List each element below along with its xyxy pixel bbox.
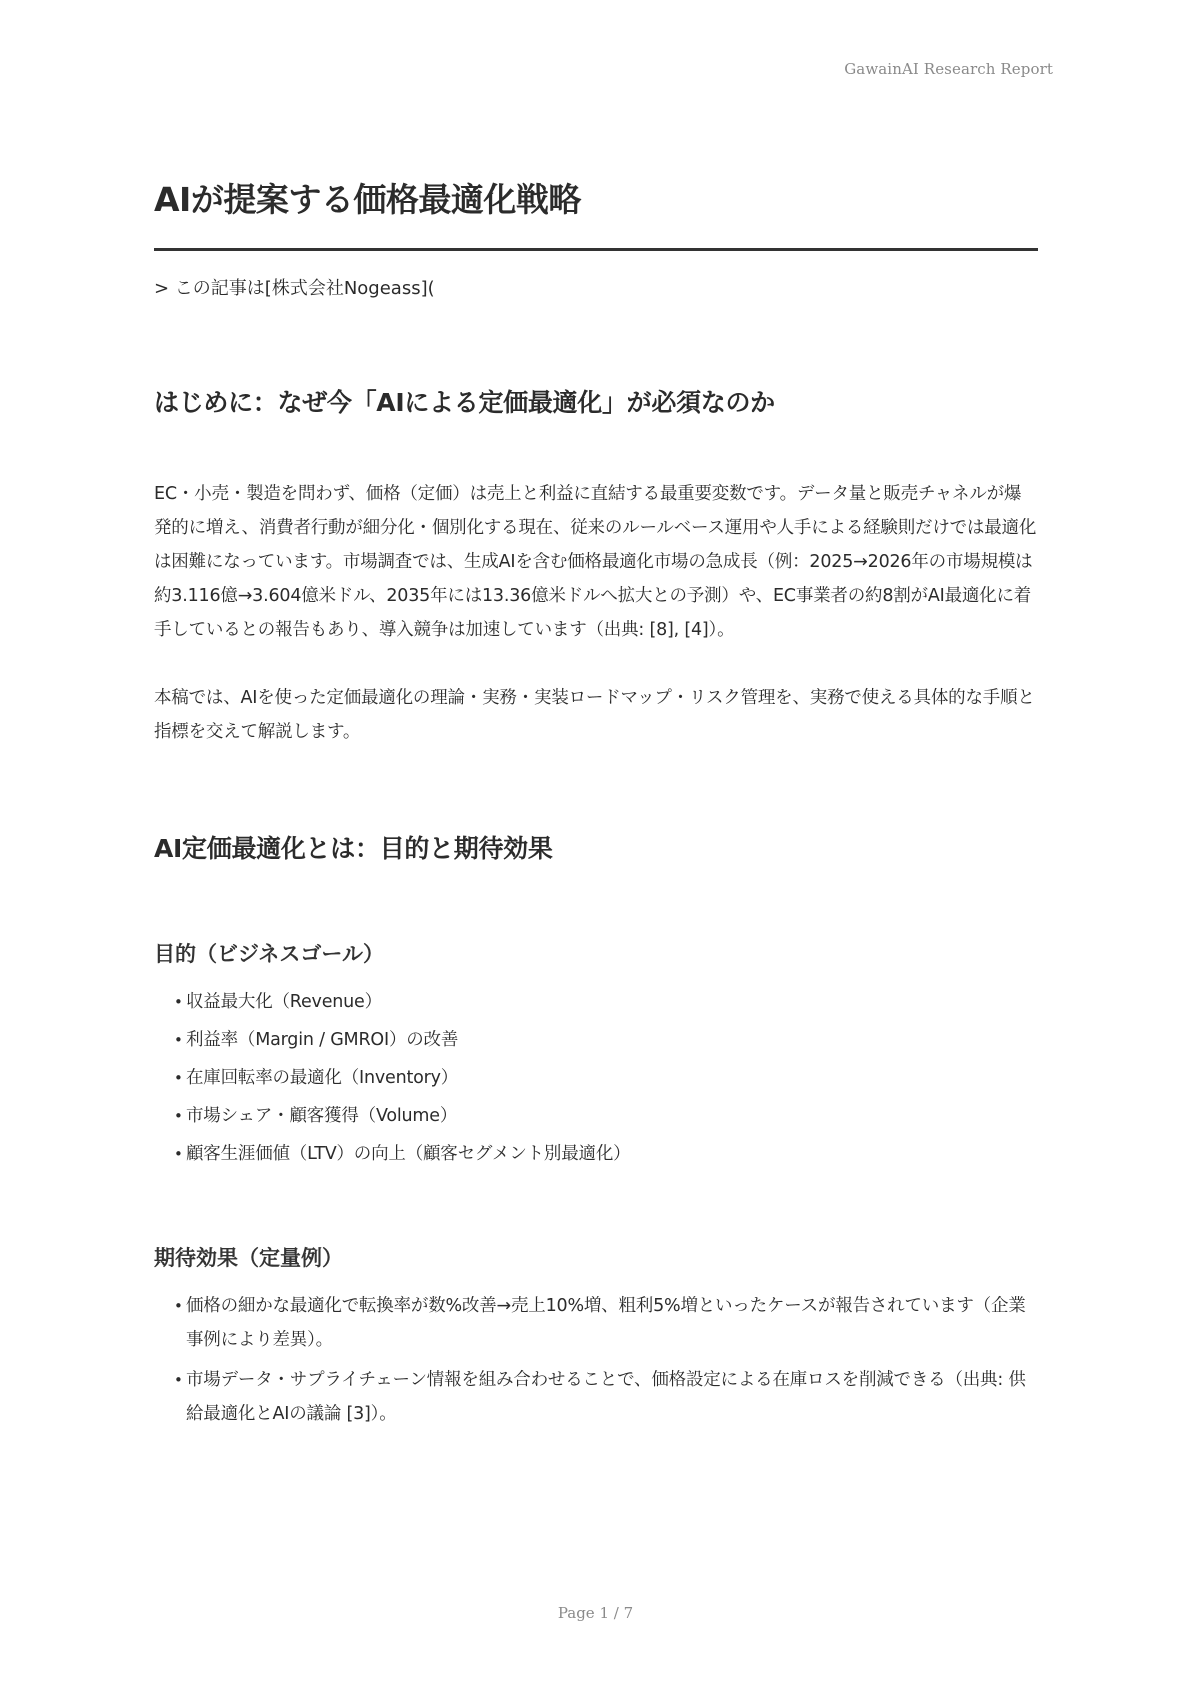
list-item: • 収益最大化（Revenue）: [174, 983, 1038, 1021]
sub-heading-goals: 目的（ビジネスゴール）: [154, 942, 384, 966]
list-item: • 価格の細かな最適化で転換率が数%改善→売上10%増、粗利5%増といったケースが報告されています（企業事例により差異）。: [174, 1289, 1038, 1357]
intro-paragraph-1: EC・小売・製造を問わず、価格（定価）は売上と利益に直結する最重要変数です。データ量と販売チャネルが爆発的に増え、消費者行動が細分化・個別化する現在、従来のルールベース運用や人手による経験則だけでは最適化は困難になっています。市場調査では、生成AIを含む価格最適化市場の急成長（例：2025→2026年の市場規模は約3.116億→3.604億米ドル、2035年には13.36億米ドルへ拡大との予測）や、EC事業者の約8割がAI最適化に着手しているとの報告もあり、導入競争は加速しています（出典: [8], [4]）。: [154, 484, 1037, 640]
document-title: AIが提案する価格最適化戦略: [154, 170, 1038, 251]
document-body: [154, 170, 1038, 1437]
effects-list: [154, 1289, 1038, 1431]
intro-paragraph-2: 本稿では、AIを使った定価最適化の理論・実務・実装ロードマップ・リスク管理を、実務で使える具体的な手順と指標を交えて解説します。: [154, 688, 1035, 742]
list-item: • 市場シェア・顧客獲得（Volume）: [174, 1097, 1038, 1135]
list-item: • 利益率（Margin / GMROI）の改善: [174, 1021, 1038, 1059]
goals-list: [154, 983, 1038, 1173]
running-header: GawainAI Research Report: [844, 60, 1053, 78]
sub-heading-expected-effects: 期待効果（定量例）: [154, 1246, 343, 1270]
list-item: • 顧客生涯価値（LTV）の向上（顧客セグメント別最適化）: [174, 1135, 1038, 1173]
list-item: • 市場データ・サプライチェーン情報を組み合わせることで、価格設定による在庫ロスを削減できる（出典: 供給最適化とAIの議論 [3]）。: [174, 1363, 1038, 1431]
section-heading-intro: はじめに：なぜ今「AIによる定価最適化」が必須なのか: [154, 388, 775, 417]
list-item: • 在庫回転率の最適化（Inventory）: [174, 1059, 1038, 1097]
page-number: Page 1 / 7: [557, 1604, 634, 1622]
quote-line: > この記事は[株式会社Nogeass](: [154, 278, 435, 299]
section-heading-overview: AI定価最適化とは：目的と期待効果: [154, 834, 553, 863]
